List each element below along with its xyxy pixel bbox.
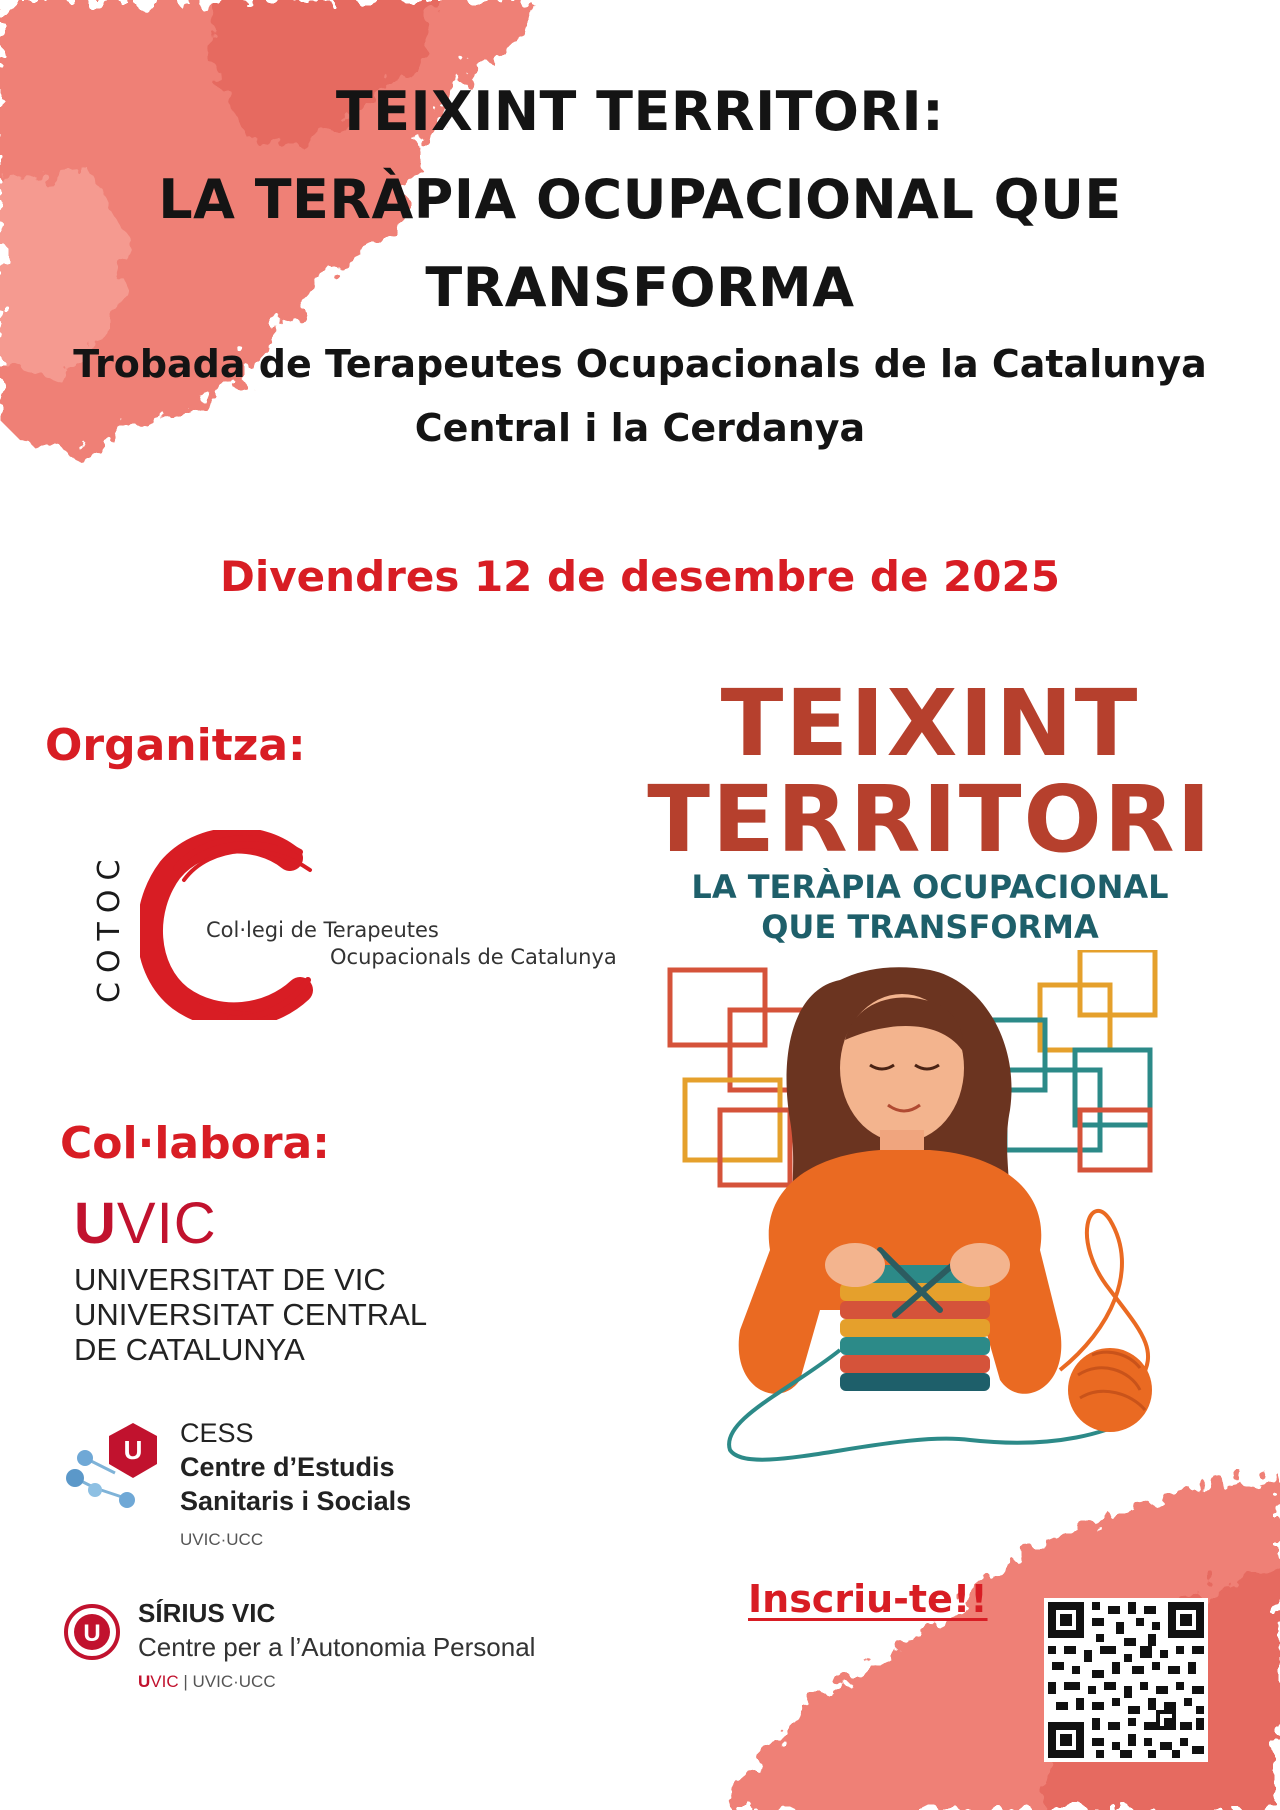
sirius-badge-letter: U — [83, 1620, 101, 1647]
knitting-woman-illustration — [640, 950, 1220, 1470]
sirius-tag-u: U — [138, 1672, 151, 1691]
cotoc-vertical-text: COTOC — [92, 850, 127, 1003]
uvic-logo-vic: VIC — [116, 1191, 217, 1256]
cess-tag: UVIC·UCC — [180, 1530, 264, 1549]
organizer-label: Organitza: — [45, 720, 306, 771]
qr-code-icon — [1044, 1598, 1208, 1762]
sirius-name: SÍRIUS VIC — [138, 1598, 276, 1628]
sirius-badge-icon — [60, 1600, 124, 1664]
cess-network-icon — [55, 1418, 175, 1518]
register-link[interactable]: Inscriu-te!! — [748, 1577, 988, 1621]
cotoc-name-line-2: Ocupacionals de Catalunya — [330, 945, 617, 969]
uvic-line-3: DE CATALUNYA — [74, 1332, 305, 1367]
title-line-3: TRANSFORMA — [425, 256, 855, 319]
event-date: Divendres 12 de desembre de 2025 — [220, 552, 1060, 601]
cess-badge-letter: U — [123, 1435, 143, 1465]
uvic-wordmark — [74, 1190, 217, 1257]
registration-qr-code[interactable] — [1044, 1598, 1208, 1762]
poster-title-line-1: TEIXINT — [720, 670, 1140, 777]
subtitle-line-2: Central i la Cerdanya — [414, 406, 866, 450]
title-line-1: TEIXINT TERRITORI: — [335, 80, 945, 143]
left-square-motifs — [670, 970, 805, 1185]
sirius-tag-vic: VIC — [150, 1672, 179, 1691]
cess-line-1: Centre d’Estudis — [180, 1452, 395, 1482]
uvic-logo-u: U — [74, 1191, 117, 1256]
sirius-desc: Centre per a l’Autonomia Personal — [138, 1632, 536, 1662]
poster-sub-line-2: QUE TRANSFORMA — [761, 908, 1099, 946]
title-line-2: LA TERÀPIA OCUPACIONAL QUE — [158, 168, 1122, 231]
cess-line-2: Sanitaris i Socials — [180, 1486, 412, 1516]
uvic-line-1: UNIVERSITAT DE VIC — [74, 1262, 386, 1297]
uvic-line-2: UNIVERSITAT CENTRAL — [74, 1297, 428, 1332]
poster-title-line-2: TERRITORI — [647, 766, 1213, 873]
cess-abbrev: CESS — [180, 1418, 254, 1448]
sirius-tag-rest: | UVIC·UCC — [178, 1672, 276, 1691]
poster-sub-line-1: LA TERÀPIA OCUPACIONAL — [691, 868, 1169, 906]
cotoc-name-line-1: Col·legi de Terapeutes — [206, 918, 439, 942]
collaborators-label: Col·labora: — [60, 1118, 330, 1169]
sirius-tag — [138, 1672, 276, 1692]
subtitle-line-1: Trobada de Terapeutes Ocupacionals de la Catalunya — [73, 342, 1207, 386]
